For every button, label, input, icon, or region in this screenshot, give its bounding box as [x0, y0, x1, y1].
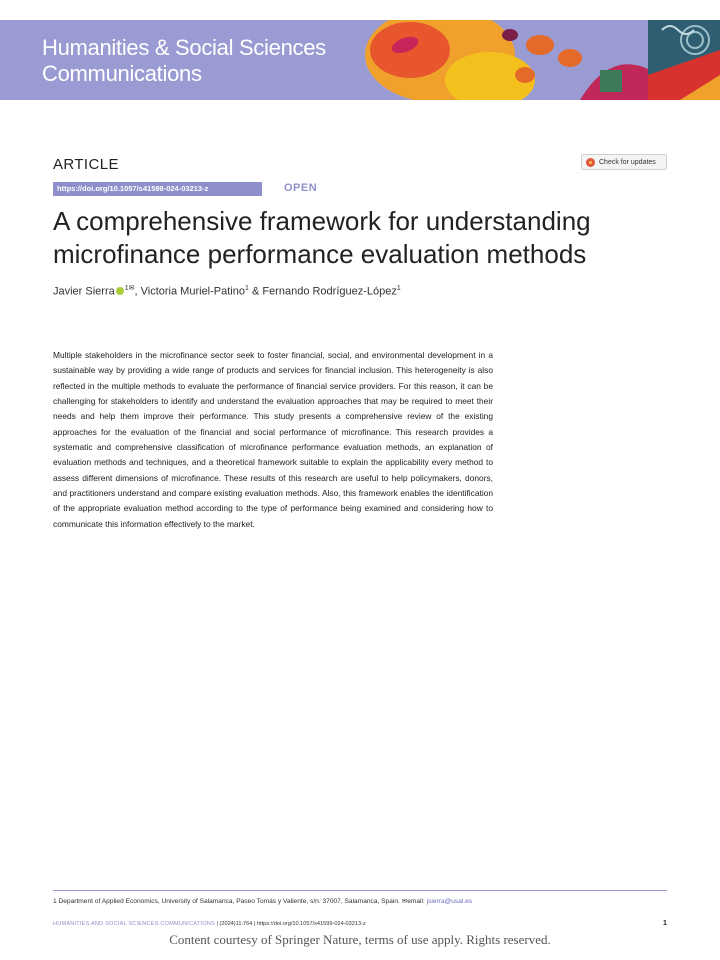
- footer-citation: | (2024)11:764 | https://doi.org/10.1057/s41599-024-03213-z: [214, 921, 366, 927]
- paper-title: A comprehensive framework for understanding microfinance performance evaluation methods: [53, 206, 591, 269]
- journal-title-line1: Humanities & Social Sciences: [42, 35, 326, 60]
- email-link[interactable]: jsierra@usal.es: [426, 898, 473, 905]
- abstract: Multiple stakeholders in the microfinance sector seek to foster financial, social, and environmental development in a sustainable way by providing a wide range of products and services for financial inclusion. This heterogeneity is also reflected in the multiple methods to evaluate the performance of financial service providers. For this reason, it can be challenging for stakeholders to identify and understand the evaluation approaches that may be required to meet their needs and help them improve their performance. This study presents a comprehensive review of the existing approaches for the evaluation of the financial and social performance of microfinance. This research provides a systematic and comprehensive classification of microfinance performance evaluation methods, an explanation of evaluation methods and techniques, and a theoretical framework suitable to explain the applicability every method to assess different dimensions of microfinance. These results of this research are useful to help policymakers, donors, and practitioners understand and compare existing evaluation methods. Also, this framework enables the identification of the appropriate evaluation method according to the type of performance being examined and considering how to communicate this information effectively to the market.: [53, 350, 493, 529]
- author-affiliation: 1✉: [124, 285, 135, 292]
- footnote-divider: [53, 890, 667, 891]
- running-footer: [53, 921, 366, 927]
- doi-link[interactable]: https://doi.org/10.1057/s41599-024-03213-z: [53, 182, 262, 196]
- check-for-updates-button[interactable]: [581, 154, 667, 170]
- author-affiliation: 1: [396, 285, 401, 292]
- courtesy-notice: Content courtesy of Springer Nature, terms of use apply. Rights reserved.: [169, 932, 551, 947]
- journal-title-line2: Communications: [42, 61, 202, 86]
- journal-banner: [0, 20, 720, 100]
- orcid-icon[interactable]: [116, 287, 124, 295]
- email-prefix: ✉email:: [401, 898, 427, 905]
- author-list: [53, 284, 401, 298]
- author-name[interactable]: Victoria Muriel-Patino: [140, 285, 245, 298]
- author-name[interactable]: Fernando Rodríguez-López: [262, 285, 397, 298]
- affiliation-text: 1 Department of Applied Economics, University of Salamanca, Paseo Tomás y Valiente, s/n. 37007, Salamanca, Spain.: [53, 898, 400, 905]
- author-separator: ,: [134, 285, 141, 298]
- banner-artwork: [350, 20, 720, 100]
- author-affiliation: 1: [244, 285, 249, 292]
- page-number: 1: [663, 920, 667, 927]
- author-separator: &: [248, 285, 263, 298]
- crossmark-icon: [586, 158, 595, 167]
- author-name[interactable]: Javier Sierra: [53, 285, 115, 298]
- check-for-updates-label: Check for updates: [599, 158, 656, 166]
- journal-title[interactable]: [42, 35, 326, 87]
- open-access-label: OPEN: [284, 182, 318, 194]
- affiliation-footnote: [53, 897, 472, 905]
- article-type-label: ARTICLE: [53, 156, 119, 173]
- footer-journal-name: HUMANITIES AND SOCIAL SCIENCES COMMUNICATIONS: [53, 921, 215, 927]
